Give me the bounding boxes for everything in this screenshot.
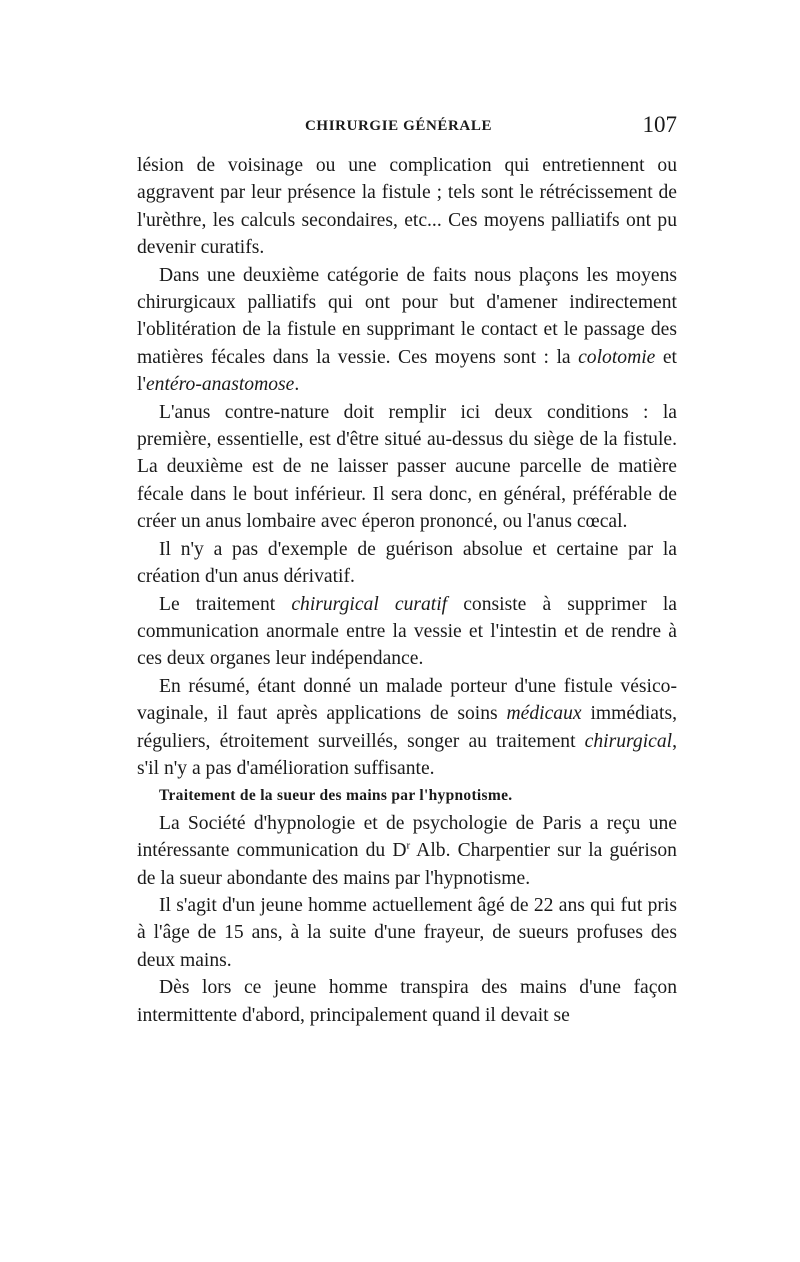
paragraph-1 (137, 152, 677, 262)
paragraph-5-emphasis: chirurgical curatif (291, 593, 448, 615)
paragraph-6-emphasis-2: chirurgical (584, 730, 673, 752)
paragraph-6-emphasis-1: médicaux (506, 703, 582, 725)
paragraph-6-text-mid: immédiats, réguliers, étroitement surveillés, songer au traitement (137, 703, 677, 752)
section-title: Traitement de la sueur des mains par l'hypnotisme. (159, 787, 513, 805)
paragraph-5 (137, 591, 677, 673)
paragraph-2-text-end: . (294, 374, 300, 396)
paragraph-6-text-start: En résumé, étant donné un malade porteur d'une fistule vésico-vaginale, il faut après applications de soins (137, 675, 677, 725)
section-paragraph-3 (137, 974, 677, 1029)
section-paragraph-2 (137, 892, 677, 974)
section-paragraph-2-text: Il s'agit d'un jeune homme actuellement âgé de 22 ans qui fut pris à l'âge de 15 ans, à la suite d'une frayeur, de sueurs profuses des deux mains. (137, 894, 677, 971)
section-paragraph-1-text-end: Alb. Charpentier sur la guérison de la sueur abondante des mains par l'hypnotisme. (137, 840, 677, 889)
paragraph-4 (137, 536, 677, 591)
paragraph-4-text: Il n'y a pas d'exemple de guérison absolue et certaine par la création d'un anus dérivatif. (137, 538, 677, 588)
section-paragraph-3-text: Dès lors ce jeune homme transpira des mains d'une façon intermittente d'abord, principalement quand il devait se (137, 977, 677, 1026)
doctor-abbrev-superscript: r (406, 839, 411, 852)
body-text (137, 152, 677, 1029)
paragraph-1-text: lésion de voisinage ou une complication qui entretiennent ou aggravent par leur présence la fistule ; tels sont le rétrécissement de l'urèthre, les calculs secondaires, etc... Ces moyens palliatifs ont pu devenir curatifs. (137, 155, 677, 259)
paragraph-3-text: L'anus contre-nature doit remplir ici deux conditions : la première, essentielle, est d'être situé au-dessus du siège de la fistule. La deuxième est de ne laisser passer aucune parcelle de matière fécale dans le bout inférieur. Il sera donc, en général, préférable de créer un anus lombaire avec éperon prononcé, ou l'anus cœcal. (137, 401, 677, 533)
page-number: 107 (642, 112, 677, 137)
section-paragraph-1-text-start: La Société d'hypnologie et de psychologie de Paris a reçu une intéressante communication du D (137, 812, 677, 862)
running-header (137, 112, 677, 142)
paragraph-6-text-end: , s'il n'y a pas d'amélioration suffisante. (137, 730, 677, 779)
paragraph-2-emphasis-2: entéro-anastomose (145, 374, 295, 396)
paragraph-2 (137, 262, 677, 399)
paragraph-2-text-start: Dans une deuxième catégorie de faits nous plaçons les moyens chirurgicaux palliatifs qui ont pour but d'amener indirectement l'oblitération de la fistule en supprimant le contact et le passage des matières fécales dans la vessie. Ces moyens sont : la (137, 264, 677, 368)
paragraph-6 (137, 673, 677, 783)
paragraph-3 (137, 399, 677, 536)
paragraph-5-text-end: consiste à supprimer la communication anormale entre la vessie et l'intestin et de rendre à ces deux organes leur indépendance. (137, 593, 677, 670)
paragraph-2-emphasis-1: colotomie (578, 346, 656, 368)
paragraph-5-text-start: Le traitement (159, 593, 292, 615)
running-title: CHIRURGIE GÉNÉRALE (305, 118, 493, 134)
section-paragraph-1 (137, 810, 677, 892)
paragraph-2-text-mid: et l' (137, 346, 677, 396)
